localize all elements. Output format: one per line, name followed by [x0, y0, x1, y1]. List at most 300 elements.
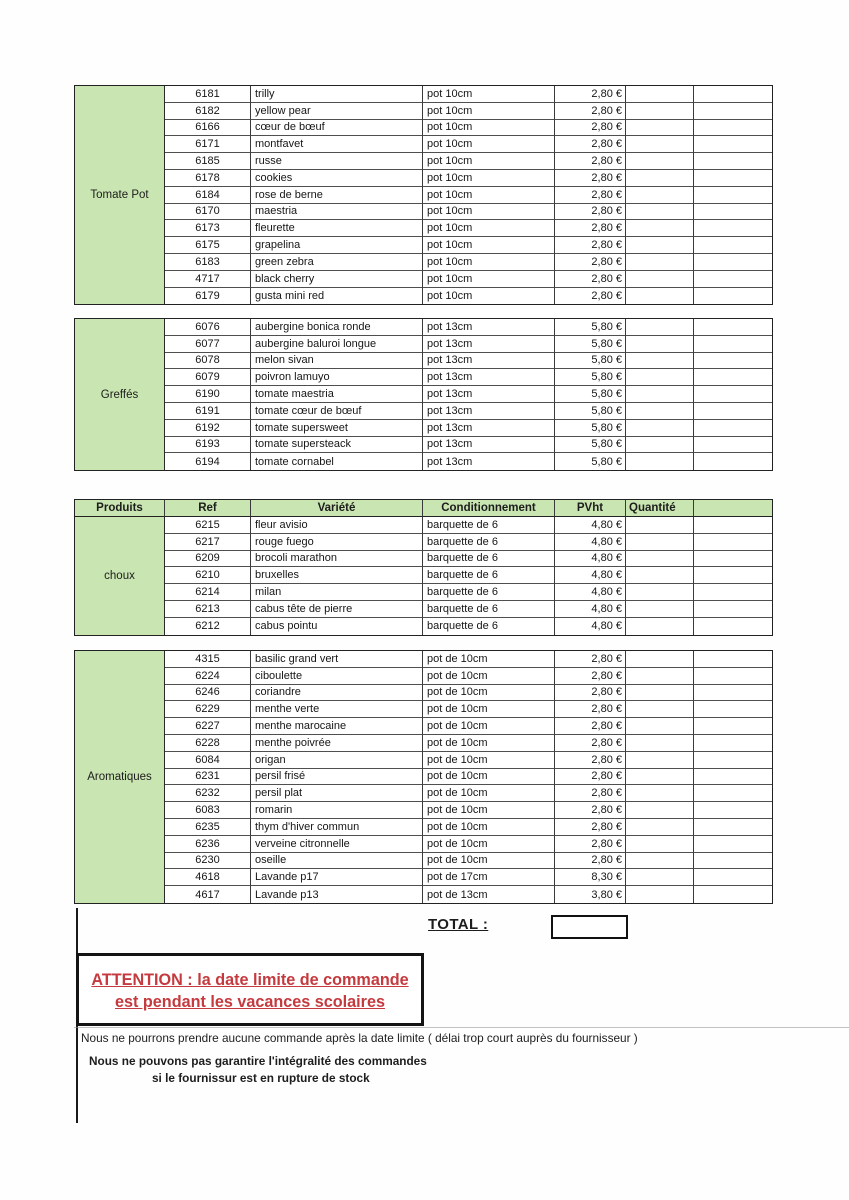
- conditionnement-cell: barquette de 6: [423, 534, 555, 551]
- quantite-cell: [626, 785, 694, 802]
- quantite-cell: [626, 288, 694, 305]
- conditionnement-cell: barquette de 6: [423, 618, 555, 635]
- conditionnement-cell: pot de 10cm: [423, 685, 555, 702]
- conditionnement-cell: pot 10cm: [423, 170, 555, 187]
- ref-cell: 6231: [165, 769, 251, 786]
- greffes-table: [74, 318, 773, 471]
- attention-line-1: ATTENTION : la date limite de commande: [91, 970, 409, 989]
- pvht-cell: 2,80 €: [555, 735, 626, 752]
- ref-cell: 4315: [165, 651, 251, 668]
- pvht-cell: 2,80 €: [555, 819, 626, 836]
- variete-cell: thym d'hiver commun: [251, 819, 423, 836]
- ref-cell: 6183: [165, 254, 251, 271]
- table-row: [165, 752, 772, 769]
- table-row: [165, 618, 772, 635]
- pvht-cell: 8,30 €: [555, 869, 626, 886]
- conditionnement-cell: pot 13cm: [423, 420, 555, 437]
- variete-cell: cookies: [251, 170, 423, 187]
- pvht-cell: 5,80 €: [555, 353, 626, 370]
- conditionnement-cell: pot 13cm: [423, 403, 555, 420]
- quantite-cell: [626, 220, 694, 237]
- conditionnement-cell: pot de 13cm: [423, 886, 555, 903]
- table-row: [165, 735, 772, 752]
- conditionnement-cell: pot 13cm: [423, 369, 555, 386]
- quantite-cell: [626, 685, 694, 702]
- conditionnement-cell: pot de 10cm: [423, 752, 555, 769]
- pvht-cell: 4,80 €: [555, 567, 626, 584]
- quantite-cell: [626, 886, 694, 903]
- ref-cell: 6175: [165, 237, 251, 254]
- variete-cell: persil frisé: [251, 769, 423, 786]
- table-row: [165, 701, 772, 718]
- variete-cell: bruxelles: [251, 567, 423, 584]
- ref-cell: 6184: [165, 187, 251, 204]
- pvht-cell: 4,80 €: [555, 618, 626, 635]
- conditionnement-cell: barquette de 6: [423, 567, 555, 584]
- table-row: [165, 403, 772, 420]
- variete-cell: origan: [251, 752, 423, 769]
- table-row: [165, 170, 772, 187]
- pvht-cell: 2,80 €: [555, 170, 626, 187]
- ref-cell: 6227: [165, 718, 251, 735]
- variete-cell: trilly: [251, 86, 423, 103]
- ref-cell: 6181: [165, 86, 251, 103]
- conditionnement-cell: pot de 10cm: [423, 853, 555, 870]
- table-row: [165, 187, 772, 204]
- quantite-cell: [626, 584, 694, 601]
- conditionnement-cell: pot 10cm: [423, 120, 555, 137]
- conditionnement-cell: barquette de 6: [423, 517, 555, 534]
- extra-cell: [694, 785, 772, 802]
- attention-box: [76, 953, 424, 1026]
- quantite-cell: [626, 551, 694, 568]
- extra-cell: [694, 584, 772, 601]
- header-cell: Produits: [75, 500, 165, 517]
- extra-cell: [694, 437, 772, 454]
- pvht-cell: 2,80 €: [555, 220, 626, 237]
- total-label: TOTAL :: [428, 916, 489, 933]
- extra-cell: [694, 752, 772, 769]
- conditionnement-cell: barquette de 6: [423, 584, 555, 601]
- extra-cell: [694, 353, 772, 370]
- pvht-cell: 2,80 €: [555, 651, 626, 668]
- pvht-cell: 4,80 €: [555, 534, 626, 551]
- extra-cell: [694, 403, 772, 420]
- table-row: [165, 551, 772, 568]
- ref-cell: 6229: [165, 701, 251, 718]
- ref-cell: 6224: [165, 668, 251, 685]
- total-value-box: [551, 915, 628, 939]
- ref-cell: 6230: [165, 853, 251, 870]
- table-row: [165, 336, 772, 353]
- pvht-cell: 3,80 €: [555, 886, 626, 903]
- ref-cell: 6076: [165, 319, 251, 336]
- conditionnement-cell: pot 10cm: [423, 86, 555, 103]
- extra-cell: [694, 534, 772, 551]
- conditionnement-cell: pot 13cm: [423, 386, 555, 403]
- header-cell: Ref: [165, 500, 251, 517]
- variete-cell: maestria: [251, 204, 423, 221]
- pvht-cell: 2,80 €: [555, 153, 626, 170]
- variete-cell: fleur avisio: [251, 517, 423, 534]
- conditionnement-cell: pot 10cm: [423, 237, 555, 254]
- conditionnement-cell: pot de 10cm: [423, 668, 555, 685]
- table-row: [165, 369, 772, 386]
- conditionnement-cell: pot 10cm: [423, 153, 555, 170]
- variete-cell: menthe marocaine: [251, 718, 423, 735]
- conditionnement-cell: pot 10cm: [423, 204, 555, 221]
- extra-cell: [694, 869, 772, 886]
- pvht-cell: 5,80 €: [555, 386, 626, 403]
- ref-cell: 6191: [165, 403, 251, 420]
- table-row: [165, 386, 772, 403]
- pvht-cell: 5,80 €: [555, 403, 626, 420]
- variete-cell: cabus tête de pierre: [251, 601, 423, 618]
- extra-cell: [694, 886, 772, 903]
- extra-cell: [694, 420, 772, 437]
- ref-cell: 4717: [165, 271, 251, 288]
- header-cell: Conditionnement: [423, 500, 555, 517]
- extra-cell: [694, 204, 772, 221]
- table-row: [165, 437, 772, 454]
- table-row: [165, 453, 772, 470]
- pvht-cell: 2,80 €: [555, 271, 626, 288]
- ref-cell: 6194: [165, 453, 251, 470]
- conditionnement-cell: pot de 10cm: [423, 701, 555, 718]
- conditionnement-cell: barquette de 6: [423, 551, 555, 568]
- quantite-cell: [626, 187, 694, 204]
- conditionnement-cell: pot 10cm: [423, 136, 555, 153]
- ref-cell: 6210: [165, 567, 251, 584]
- quantite-cell: [626, 120, 694, 137]
- variete-cell: Lavande p13: [251, 886, 423, 903]
- variete-cell: rose de berne: [251, 187, 423, 204]
- attention-line-2: est pendant les vacances scolaires: [115, 992, 385, 1011]
- ref-cell: 6185: [165, 153, 251, 170]
- variete-cell: tomate maestria: [251, 386, 423, 403]
- pvht-cell: 2,80 €: [555, 752, 626, 769]
- extra-cell: [694, 685, 772, 702]
- extra-cell: [694, 853, 772, 870]
- table-row: [165, 718, 772, 735]
- quantite-cell: [626, 170, 694, 187]
- extra-cell: [694, 551, 772, 568]
- tomate-pot-table: [74, 85, 773, 305]
- table-row: [165, 86, 772, 103]
- table-row: [165, 254, 772, 271]
- ref-cell: 6171: [165, 136, 251, 153]
- ref-cell: 6217: [165, 534, 251, 551]
- table-row: [165, 802, 772, 819]
- variete-cell: tomate supersweet: [251, 420, 423, 437]
- conditionnement-cell: pot 13cm: [423, 437, 555, 454]
- variete-cell: poivron lamuyo: [251, 369, 423, 386]
- pvht-cell: 2,80 €: [555, 685, 626, 702]
- conditionnement-cell: pot 13cm: [423, 353, 555, 370]
- variete-cell: russe: [251, 153, 423, 170]
- pvht-cell: 4,80 €: [555, 551, 626, 568]
- ref-cell: 6079: [165, 369, 251, 386]
- conditionnement-cell: pot de 10cm: [423, 819, 555, 836]
- pvht-cell: 2,80 €: [555, 120, 626, 137]
- conditionnement-cell: pot 10cm: [423, 254, 555, 271]
- pvht-cell: 2,80 €: [555, 237, 626, 254]
- extra-cell: [694, 453, 772, 470]
- extra-cell: [694, 567, 772, 584]
- extra-cell: [694, 237, 772, 254]
- extra-cell: [694, 618, 772, 635]
- extra-cell: [694, 735, 772, 752]
- variete-cell: tomate cœur de bœuf: [251, 403, 423, 420]
- variete-cell: basilic grand vert: [251, 651, 423, 668]
- extra-cell: [694, 103, 772, 120]
- ref-cell: 6166: [165, 120, 251, 137]
- table-row: [165, 584, 772, 601]
- quantite-cell: [626, 437, 694, 454]
- conditionnement-cell: pot de 10cm: [423, 785, 555, 802]
- variete-cell: aubergine baluroi longue: [251, 336, 423, 353]
- quantite-cell: [626, 386, 694, 403]
- pvht-cell: 2,80 €: [555, 802, 626, 819]
- extra-cell: [694, 668, 772, 685]
- pvht-cell: 5,80 €: [555, 420, 626, 437]
- ref-cell: 6193: [165, 437, 251, 454]
- table-row: [165, 153, 772, 170]
- quantite-cell: [626, 869, 694, 886]
- ref-cell: 6215: [165, 517, 251, 534]
- ref-cell: 6083: [165, 802, 251, 819]
- table-row: [165, 785, 772, 802]
- ref-cell: 6077: [165, 336, 251, 353]
- pvht-cell: 4,80 €: [555, 584, 626, 601]
- ref-cell: 6084: [165, 752, 251, 769]
- extra-cell: [694, 319, 772, 336]
- table-row: [165, 220, 772, 237]
- variete-cell: black cherry: [251, 271, 423, 288]
- table-row: [165, 420, 772, 437]
- ref-cell: 4617: [165, 886, 251, 903]
- variete-cell: grapelina: [251, 237, 423, 254]
- extra-cell: [694, 271, 772, 288]
- variete-cell: menthe verte: [251, 701, 423, 718]
- variete-cell: romarin: [251, 802, 423, 819]
- ref-cell: 6232: [165, 785, 251, 802]
- category-cell: Greffés: [75, 319, 165, 470]
- variete-cell: Lavande p17: [251, 869, 423, 886]
- quantite-cell: [626, 204, 694, 221]
- variete-cell: cœur de bœuf: [251, 120, 423, 137]
- ref-cell: 6192: [165, 420, 251, 437]
- quantite-cell: [626, 567, 694, 584]
- conditionnement-cell: pot de 10cm: [423, 836, 555, 853]
- variete-cell: brocoli marathon: [251, 551, 423, 568]
- category-cell: Aromatiques: [75, 651, 165, 903]
- extra-cell: [694, 136, 772, 153]
- extra-cell: [694, 718, 772, 735]
- variete-cell: yellow pear: [251, 103, 423, 120]
- conditionnement-cell: pot de 10cm: [423, 718, 555, 735]
- table-row: [165, 204, 772, 221]
- quantite-cell: [626, 836, 694, 853]
- conditionnement-cell: pot 10cm: [423, 288, 555, 305]
- divider-line: [74, 1027, 849, 1028]
- ref-cell: 6190: [165, 386, 251, 403]
- pvht-cell: 2,80 €: [555, 769, 626, 786]
- ref-cell: 6235: [165, 819, 251, 836]
- variete-cell: cabus pointu: [251, 618, 423, 635]
- pvht-cell: 2,80 €: [555, 668, 626, 685]
- quantite-cell: [626, 453, 694, 470]
- quantite-cell: [626, 651, 694, 668]
- quantite-cell: [626, 601, 694, 618]
- conditionnement-cell: pot de 10cm: [423, 802, 555, 819]
- extra-cell: [694, 836, 772, 853]
- table-row: [165, 869, 772, 886]
- ref-cell: 6246: [165, 685, 251, 702]
- extra-cell: [694, 336, 772, 353]
- quantite-cell: [626, 853, 694, 870]
- extra-cell: [694, 369, 772, 386]
- table-row: [165, 271, 772, 288]
- variete-cell: ciboulette: [251, 668, 423, 685]
- table-row: [165, 237, 772, 254]
- conditionnement-cell: barquette de 6: [423, 601, 555, 618]
- table-row: [165, 685, 772, 702]
- table-row: [165, 601, 772, 618]
- quantite-cell: [626, 819, 694, 836]
- pvht-cell: 5,80 €: [555, 453, 626, 470]
- extra-cell: [694, 220, 772, 237]
- pvht-cell: 2,80 €: [555, 785, 626, 802]
- header-cell: Variété: [251, 500, 423, 517]
- quantite-cell: [626, 353, 694, 370]
- quantite-cell: [626, 136, 694, 153]
- ref-cell: 6213: [165, 601, 251, 618]
- quantite-cell: [626, 769, 694, 786]
- conditionnement-cell: pot de 10cm: [423, 651, 555, 668]
- table-row: [165, 319, 772, 336]
- ref-cell: 6209: [165, 551, 251, 568]
- quantite-cell: [626, 86, 694, 103]
- extra-cell: [694, 769, 772, 786]
- table-row: [165, 103, 772, 120]
- quantite-cell: [626, 336, 694, 353]
- variete-cell: tomate supersteack: [251, 437, 423, 454]
- pvht-cell: 5,80 €: [555, 319, 626, 336]
- quantite-cell: [626, 369, 694, 386]
- quantite-cell: [626, 271, 694, 288]
- ref-cell: 6214: [165, 584, 251, 601]
- extra-cell: [694, 517, 772, 534]
- ref-cell: 6178: [165, 170, 251, 187]
- conditionnement-cell: pot 13cm: [423, 453, 555, 470]
- extra-cell: [694, 802, 772, 819]
- quantite-cell: [626, 718, 694, 735]
- table-row: [165, 836, 772, 853]
- table-row: [165, 886, 772, 903]
- quantite-cell: [626, 319, 694, 336]
- conditionnement-cell: pot 10cm: [423, 103, 555, 120]
- conditionnement-cell: pot 10cm: [423, 220, 555, 237]
- quantite-cell: [626, 618, 694, 635]
- variete-cell: persil plat: [251, 785, 423, 802]
- pvht-cell: 2,80 €: [555, 204, 626, 221]
- table-row: [165, 517, 772, 534]
- quantite-cell: [626, 254, 694, 271]
- note-stock: si le fournissur est en rupture de stock: [152, 1071, 370, 1085]
- pvht-cell: 2,80 €: [555, 86, 626, 103]
- variete-cell: melon sivan: [251, 353, 423, 370]
- choux-table: [74, 499, 773, 636]
- ref-cell: 6078: [165, 353, 251, 370]
- table-row: [165, 651, 772, 668]
- conditionnement-cell: pot 10cm: [423, 271, 555, 288]
- table-row: [165, 353, 772, 370]
- quantite-cell: [626, 237, 694, 254]
- ref-cell: 6173: [165, 220, 251, 237]
- extra-cell: [694, 288, 772, 305]
- ref-cell: 6182: [165, 103, 251, 120]
- ref-cell: 6170: [165, 204, 251, 221]
- pvht-cell: 4,80 €: [555, 601, 626, 618]
- variete-cell: tomate cornabel: [251, 453, 423, 470]
- variete-cell: coriandre: [251, 685, 423, 702]
- extra-cell: [694, 819, 772, 836]
- variete-cell: green zebra: [251, 254, 423, 271]
- table-row: [165, 288, 772, 305]
- table-row: [165, 769, 772, 786]
- pvht-cell: 2,80 €: [555, 836, 626, 853]
- pvht-cell: 2,80 €: [555, 254, 626, 271]
- extra-cell: [694, 86, 772, 103]
- conditionnement-cell: pot de 10cm: [423, 735, 555, 752]
- extra-cell: [694, 601, 772, 618]
- quantite-cell: [626, 752, 694, 769]
- extra-cell: [694, 153, 772, 170]
- extra-cell: [694, 254, 772, 271]
- extra-cell: [694, 187, 772, 204]
- category-cell: choux: [75, 517, 165, 635]
- pvht-cell: 2,80 €: [555, 718, 626, 735]
- variete-cell: gusta mini red: [251, 288, 423, 305]
- conditionnement-cell: pot 13cm: [423, 319, 555, 336]
- variete-cell: rouge fuego: [251, 534, 423, 551]
- variete-cell: verveine citronnelle: [251, 836, 423, 853]
- table-row: [165, 534, 772, 551]
- variete-cell: oseille: [251, 853, 423, 870]
- header-cell: Quantité: [626, 500, 694, 517]
- ref-cell: 6236: [165, 836, 251, 853]
- ref-cell: 6212: [165, 618, 251, 635]
- conditionnement-cell: pot 10cm: [423, 187, 555, 204]
- ref-cell: 6179: [165, 288, 251, 305]
- table-row: [165, 668, 772, 685]
- table-row: [165, 819, 772, 836]
- extra-cell: [694, 386, 772, 403]
- pvht-cell: 2,80 €: [555, 103, 626, 120]
- note-guarantee: Nous ne pouvons pas garantire l'intégralité des commandes: [89, 1054, 427, 1068]
- table-row: [165, 567, 772, 584]
- pvht-cell: 5,80 €: [555, 437, 626, 454]
- variete-cell: aubergine bonica ronde: [251, 319, 423, 336]
- quantite-cell: [626, 517, 694, 534]
- pvht-cell: 4,80 €: [555, 517, 626, 534]
- conditionnement-cell: pot 13cm: [423, 336, 555, 353]
- variete-cell: menthe poivrée: [251, 735, 423, 752]
- quantite-cell: [626, 735, 694, 752]
- quantite-cell: [626, 802, 694, 819]
- conditionnement-cell: pot de 10cm: [423, 769, 555, 786]
